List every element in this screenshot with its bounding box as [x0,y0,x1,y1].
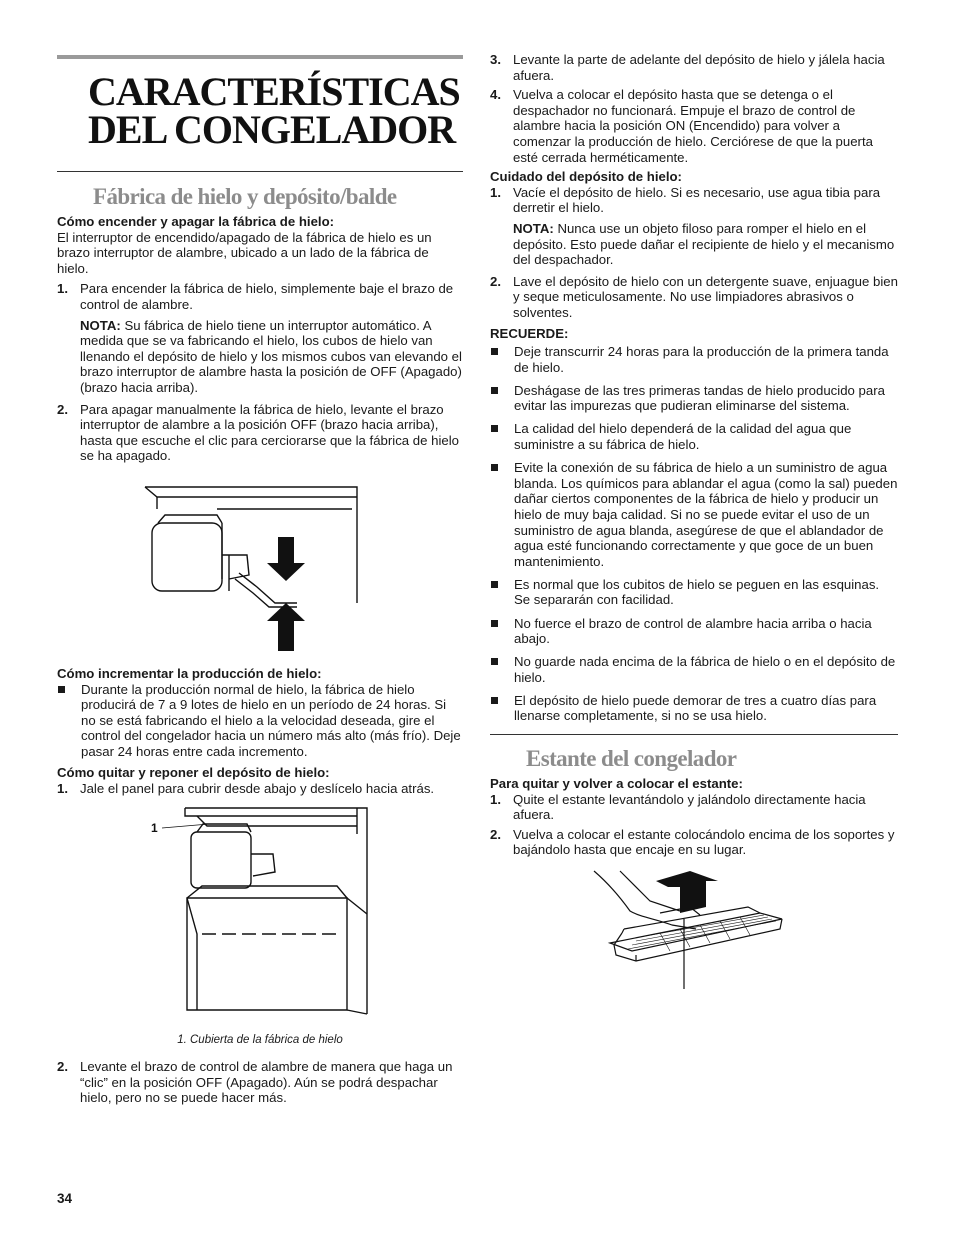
remember-text: La calidad del hielo dependerá de la calidad del agua que suministre a su fábrica de hielo. [514,421,852,453]
step-number: 1. [57,281,68,297]
figure-wire-arm [57,475,463,661]
left-column [57,55,463,1106]
title-divider [57,171,463,172]
remember-item [490,421,898,452]
right-column [490,52,898,991]
intro-paragraph: El interruptor de encendido/apagado de la fábrica de hielo es un brazo interruptor de alambre, ubicado a un lado de la fábrica de hielo. [57,229,432,276]
bullet-text: Durante la producción normal de hielo, la fábrica de hielo producirá de 7 a 9 lotes de hielo en un período de 24 horas. Si no se está fabricando el hielo a la velocidad deseada, gire el control del congelador hacia un número más alto (más frío). Deje pasar 24 horas entre cada incremento. [81,681,461,759]
remember-text: No fuerce el brazo de control de alambre hacia arriba o hacia abajo. [514,615,872,647]
remember-text: Deje transcurrir 24 horas para la producción de la primera tanda de hielo. [514,344,889,375]
page-title: CARACTERÍSTICAS DEL CONGELADOR [88,69,460,152]
remember-item [490,616,898,647]
section-heading-icemaker: Fábrica de hielo y depósito/balde [93,184,397,209]
step-number: 1. [490,791,501,807]
figure-shelf [490,867,898,991]
bullet-square-icon [491,581,498,588]
remove-step-1 [57,781,463,797]
note-label: NOTA: [80,317,121,333]
bullet-square-icon [58,686,65,693]
care-step-1 [490,185,898,216]
remember-item [490,577,898,608]
subheading-remove-bin: Cómo quitar y reponer el depósito de hielo: [57,765,330,781]
step-text: Levante la parte de adelante del depósito de hielo y jálela hacia afuera. [513,52,885,83]
step-number: 4. [490,87,501,103]
note-auto-switch [57,318,463,396]
step-text: Lave el depósito de hielo con un detergente suave, enjuague bien y seque meticulosamente. No use limpiadores abrasivos o solventes. [513,273,898,320]
step-number: 2. [490,826,501,842]
remember-item [490,654,898,685]
bullet-square-icon [491,620,498,627]
bullet-square-icon [491,348,498,355]
remember-text: No guarde nada encima de la fábrica de hielo o en el depósito de hielo. [514,654,896,685]
top-rule [57,55,463,59]
remove-step-3 [490,52,898,83]
remember-item [490,693,898,724]
step-number: 3. [490,52,501,67]
bullet-square-icon [491,425,498,432]
remember-item [490,383,898,414]
subheading-shelf: Para quitar y volver a colocar el estante: [490,776,743,792]
subheading-increase: Cómo incrementar la producción de hielo: [57,665,322,681]
note-text: Su fábrica de hielo tiene un interruptor automático. A medida que se va fabricando el hielo, los cubos de hielo van llenando el depósito de hielo y los mismos cubos van elevando el brazo interruptor de alambre hasta la posición de OFF (Apagado) (brazo hacia arriba). [80,317,462,395]
step-text: Levante el brazo de control de alambre de manera que haga un “clic” en la posición OFF (Apagado). Aún se podrá despachar hielo, pero no se puede hacer más. [80,1059,453,1106]
shelf-divider [490,734,898,735]
wire-arm-illustration [57,475,463,661]
subheading-remember: RECUERDE: [490,325,569,341]
step-text: Vacíe el depósito de hielo. Si es necesario, use agua tibia para derretir el hielo. [513,184,881,216]
bullet-square-icon [491,464,498,471]
step-1-on [57,281,463,312]
remember-text: Deshágase de las tres primeras tandas de hielo producido para evitar las impurezas que pudieran eliminarse del sistema. [514,382,885,414]
step-text: Quite el estante levantándolo y jalándolo directamente hacia afuera. [513,791,866,823]
arrow-down-icon [267,537,305,581]
remember-text: El depósito de hielo puede demorar de tres a cuatro días para llenarse completamente, si no se usa hielo. [514,692,877,724]
note-sharp-object [490,221,898,268]
subheading-on-off: Cómo encender y apagar la fábrica de hielo: [57,214,335,229]
page-number: 34 [57,1191,73,1206]
note-text: Nunca use un objeto filoso para romper el hielo en el depósito. Esto puede dañar el recipiente de hielo y el mecanismo del despachador. [513,220,895,268]
step-number: 1. [57,781,68,797]
bullet-square-icon [491,697,498,704]
remember-item [490,344,898,375]
step-number: 2. [57,1059,68,1075]
step-text: Vuelva a colocar el estante colocándolo encima de los soportes y bajándolo hasta que encaje en su lugar. [513,826,895,858]
shelf-step-2 [490,827,898,858]
subheading-care: Cuidado del depósito de hielo: [490,169,682,185]
shelf-illustration [490,867,898,991]
bullet-increase [57,682,463,760]
step-number: 2. [490,273,501,289]
care-step-2 [490,274,898,321]
figure-icemaker-cover [57,804,463,1030]
section-heading-shelf: Estante del congelador [526,746,737,772]
remember-item [490,460,898,569]
remove-step-2 [57,1059,463,1106]
step-2-off [57,402,463,464]
callout-number: 1 [151,820,158,835]
bullet-square-icon [491,387,498,394]
step-text: Para encender la fábrica de hielo, simplemente baje el brazo de control de alambre. [80,281,454,312]
note-label: NOTA: [513,220,554,236]
remove-step-4 [490,87,898,165]
figure-caption: 1. Cubierta de la fábrica de hielo [177,1033,343,1046]
step-text: Vuelva a colocar el depósito hasta que se detenga o el despachador no funcionará. Empuje el brazo de control de alambre hacia la posición ON (Encendido) para volver a comenzar la producción de hielo. Cerciórese de que la puerta esté cerrada herméticamente. [513,87,873,165]
shelf-step-1 [490,792,898,823]
icemaker-cover-illustration [57,804,463,1030]
remember-text: Evite la conexión de su fábrica de hielo a un suministro de agua blanda. Los químicos para ablandar el agua (como la sal) pueden dañar ciertos componentes de la fábrica de hielo y producir un hielo de muy baja calidad. Si no se puede evitar el uso de un suministro de agua blanda, asegúrese de que el ablandador de agua esté funcionando correctamente y que goce de un buen mantenimiento. [514,460,898,569]
step-number: 2. [57,401,68,417]
step-number: 1. [490,184,501,200]
step-text: Jale el panel para cubrir desde abajo y deslícelo hacia atrás. [80,781,435,797]
remember-text: Es normal que los cubitos de hielo se peguen en las esquinas. Se separarán con facilidad. [514,576,880,608]
bullet-square-icon [491,658,498,665]
step-text: Para apagar manualmente la fábrica de hielo, levante el brazo interruptor de alambre a la posición OFF (brazo hacia arriba), hasta que escuche el clic para cerciorarse que la fábrica de hielo se ha apagado. [80,401,459,464]
arrow-up-icon [267,603,305,651]
